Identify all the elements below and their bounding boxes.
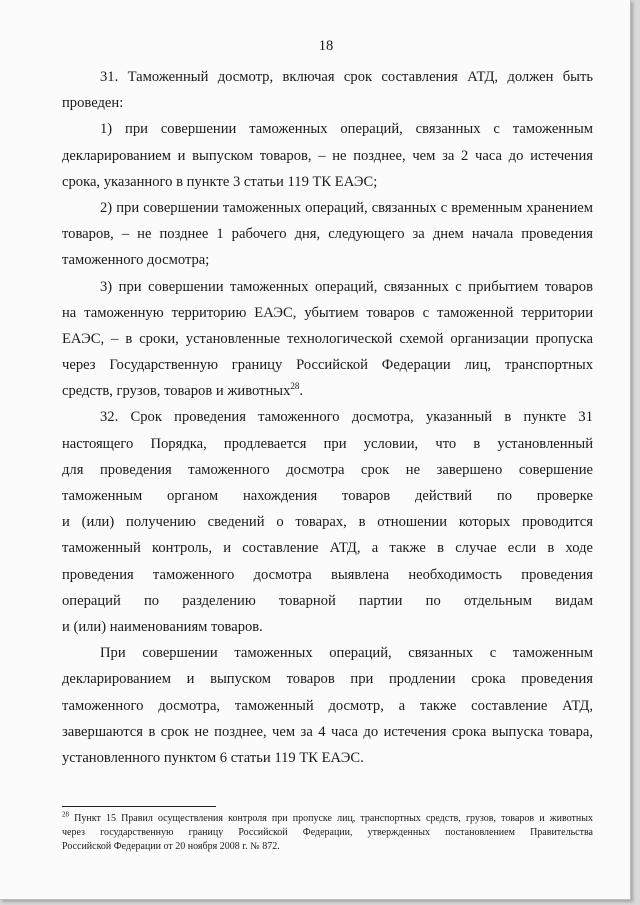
text-line: и (или) наименованиям товаров. [62,618,263,635]
punctuation: . [299,383,304,400]
body-text [62,64,593,771]
text-line: и (или) получению сведений о товарах, в отношении которых проводится [62,514,593,531]
text-line [62,378,593,404]
footnote-line: Российской Федерации от 20 ноября 2008 г. № 872. [62,841,280,852]
text-line: 32. Срок проведения таможенного досмотра, указанный в пункте 31 [100,409,593,426]
text-line: 1) при совершении таможенных операций, связанных с таможенным [100,121,593,138]
text-line: 31. Таможенный досмотр, включая срок составления АТД, должен быть [100,69,593,85]
text-line: ЕАЭС, – в сроки, установленные технологической схемой организации пропуска [62,330,593,347]
text-line: через Государственную границу Российской Федерации лиц, транспортных [62,357,593,374]
text-line: операций по разделению товарной партии по отдельным видам [62,592,593,609]
text-line: для проведения таможенного досмотра срок не завершено совершение [62,461,593,478]
paragraph-item-1 [62,116,593,195]
paragraph-extension [62,640,593,771]
text-line: настоящего Порядка, продлевается при условии, что в установленный [62,435,593,452]
text-line: срока, указанного в пункте 3 статьи 119 ТК ЕАЭС; [62,173,378,190]
text-line: проведения таможенного досмотра выявлена необходимость проведения [62,566,593,583]
footnote-reference: 28 [290,381,300,392]
text-line: на таможенную территорию ЕАЭС, убытием товаров с таможенной территории [62,304,593,321]
text-line: 2) при совершении таможенных операций, связанных с временным хранением [100,199,593,216]
footnote-separator [62,806,216,807]
text-line: установленного пунктом 6 статьи 119 ТК ЕАЭС. [62,749,364,766]
footnote-mark: 28 [62,810,69,819]
text-line: проведен: [62,95,124,112]
text-line: декларированием и выпуском товаров, – не позднее, чем за 2 часа до истечения [62,147,593,164]
text-line-content: средств, грузов, товаров и животных [62,383,291,400]
paragraph-31 [62,64,593,116]
text-line: 3) при совершении таможенных операций, связанных с прибытием товаров [100,278,593,295]
paragraph-item-3 [62,274,593,405]
paragraph-32 [62,404,593,640]
footnote [62,812,593,854]
footnote-text: Пункт 15 Правил осуществления контроля при пропуске лиц, транспортных средств, грузов, товаров и животных [74,813,593,824]
text-line: таможенным органом нахождения товаров действий по проверке [62,488,593,504]
page-number: 18 [318,38,334,54]
text-line: товаров, – не позднее 1 рабочего дня, следующего за днем начала проведения [62,226,593,243]
footnote-line [62,812,593,826]
text-line: При совершении таможенных операций, связанных с таможенным [100,645,593,662]
text-line: таможенного досмотра, таможенный досмотр, а также составление АТД, [62,697,593,714]
text-line: завершаются в срок не позднее, чем за 4 часа до истечения срока выпуска товара, [62,723,593,740]
text-line: декларированием и выпуском товаров при продлении срока проведения [62,671,593,688]
footnote-line: через государственную границу Российской Федерации, утвержденных постановлением Правительства [62,827,593,838]
text-line: таможенного досмотра; [62,252,210,269]
paragraph-item-2 [62,195,593,274]
text-line: таможенный контроль, и составление АТД, а также в случае если в ходе [62,540,593,557]
